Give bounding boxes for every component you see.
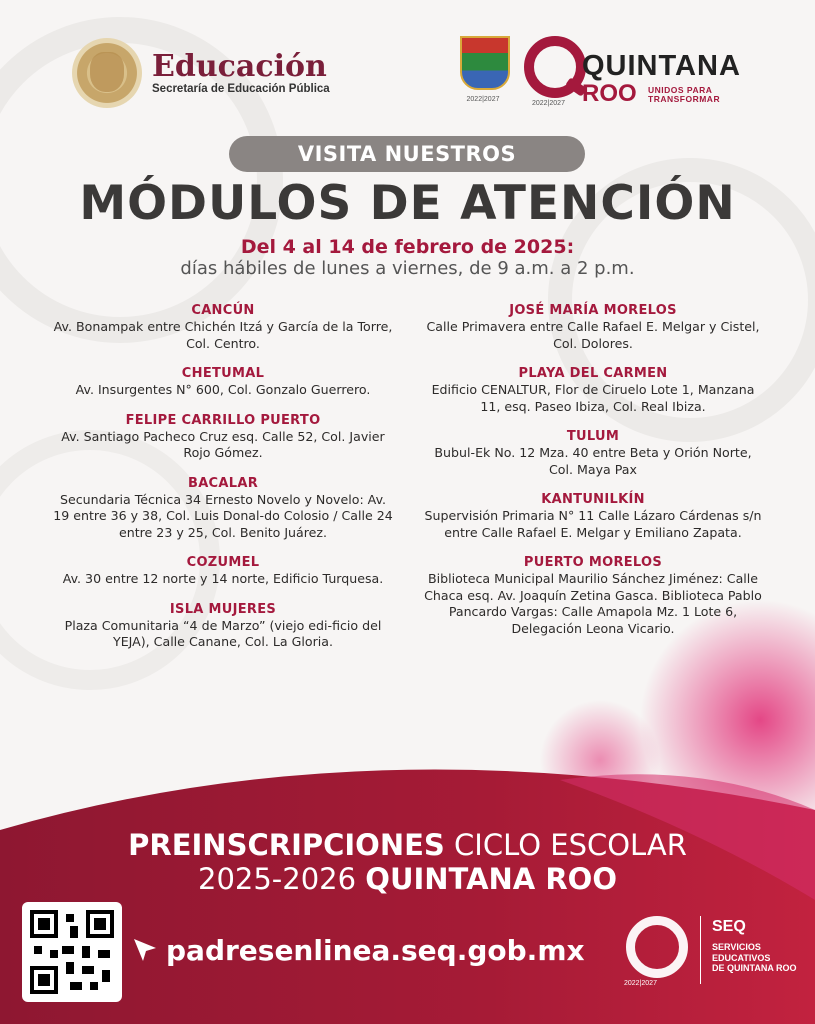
module-city: COZUMEL: [186, 555, 260, 570]
sep-title: Educación: [152, 49, 327, 84]
date-range: Del 4 al 14 de febrero de 2025:: [240, 236, 575, 258]
module-item: [53, 412, 393, 462]
qroo-tagline-2: TRANSFORMAR: [648, 94, 721, 104]
module-city: CANCÚN: [191, 303, 255, 318]
qr-pattern: [22, 902, 122, 1002]
campaign-line-2: [0, 862, 815, 896]
seq-years: 2022|2027: [624, 980, 657, 987]
modules-left-column: [53, 302, 393, 664]
campaign-preinscripciones: PREINSCRIPCIONES: [128, 828, 445, 862]
shield-years: 2022|2027: [466, 96, 500, 103]
module-city: PLAYA DEL CARMEN: [518, 366, 668, 381]
sep-logo: [72, 38, 352, 108]
module-city: FELIPE CARRILLO PUERTO: [125, 412, 321, 428]
module-item: [423, 554, 763, 637]
campaign-ciclo: CICLO ESCOLAR: [444, 828, 687, 862]
website-link[interactable]: [130, 930, 585, 970]
campaign-years: 2025-2026: [198, 862, 366, 896]
module-city: BACALAR: [187, 475, 259, 491]
page-title: MÓDULOS DE ATENCIÓN: [79, 176, 736, 231]
module-item: [53, 475, 393, 542]
business-hours: días hábiles de lunes a viernes, de 9 a.m. a 2 p.m.: [180, 258, 635, 279]
website-url[interactable]: padresenlinea.seq.gob.mx: [166, 933, 585, 967]
module-city: JOSÉ MARÍA MORELOS: [509, 303, 677, 318]
module-item: [423, 491, 763, 541]
module-item: [423, 365, 763, 415]
module-item: [423, 428, 763, 478]
module-address: Av. 30 entre 12 norte y 14 norte, Edificio Turquesa.: [62, 571, 384, 586]
module-city: TULUM: [566, 429, 620, 444]
qroo-name: QUINTANA: [582, 50, 741, 82]
module-address: Av. Bonampak entre Chichén Itzá y García de la Torre, Col. Centro.: [53, 319, 393, 351]
module-item: [423, 302, 763, 352]
qroo-years: 2022|2027: [532, 100, 565, 107]
seq-name-3: DE QUINTANA ROO: [712, 963, 797, 973]
seq-abbr: SEQ: [712, 918, 746, 935]
module-address: Av. Santiago Pacheco Cruz esq. Calle 52, Col. Javier Rojo Gómez.: [61, 428, 385, 460]
module-address: Biblioteca Municipal Maurilio Sánchez Jiménez: Calle Chaca esq. Av. Joaquín Zetina Gasca. Biblioteca Pablo Pancardo Vargas: Calle Amapola Mz. 1 Lote 6, Delegación Leona Vicario.: [424, 571, 762, 636]
qroo-shield-logo: [458, 36, 508, 108]
module-city: ISLA MUJERES: [169, 601, 277, 617]
module-item: [53, 554, 393, 588]
qr-code-icon[interactable]: [22, 902, 122, 1002]
module-address: Calle Primavera entre Calle Rafael E. Melgar y Cistel, Col. Dolores.: [426, 319, 760, 351]
module-item: [53, 302, 393, 352]
seq-name-2: EDUCATIVOS: [712, 952, 771, 963]
seq-ring-icon: [626, 916, 688, 978]
module-address: Bubul-Ek No. 12 Mza. 40 entre Beta y Orión Norte, Col. Maya Pax: [434, 445, 752, 477]
sep-subtitle: Secretaría de Educación Pública: [152, 83, 330, 95]
campaign-line-1: [0, 828, 815, 862]
module-address: Plaza Comunitaria “4 de Marzo” (viejo edi-ficio del YEJA), Calle Canane, Col. La Gloria.: [64, 617, 382, 649]
module-item: [53, 365, 393, 399]
module-city: KANTUNILKÍN: [541, 492, 645, 507]
qroo-tagline: [648, 86, 720, 104]
modules-right-column: [423, 302, 763, 650]
seq-name-1: SERVICIOS: [712, 942, 761, 952]
module-address: Secundaria Técnica 34 Ernesto Novelo y Novelo: Av. 19 entre 36 y 38, Col. Luis Donal-do Colosio / Calle 24 entre 23 y 25, Col. Benito Juárez.: [53, 491, 393, 540]
module-address: Av. Insurgentes N° 600, Col. Gonzalo Guerrero.: [75, 382, 371, 397]
qroo-roo: ROO: [582, 80, 637, 107]
module-address: Edificio CENALTUR, Flor de Ciruelo Lote 1, Manzana 11, esq. Paseo Ibiza, Col. Real Ibiza.: [431, 382, 755, 414]
seq-name: [712, 942, 797, 974]
module-item: [53, 601, 393, 651]
seq-divider: [700, 916, 701, 984]
seq-logo: [622, 912, 802, 992]
sep-seal-icon: [72, 38, 142, 108]
visit-pill: VISITA NUESTROS: [229, 136, 585, 172]
quintana-roo-logo: [524, 36, 754, 112]
module-address: Supervisión Primaria N° 11 Calle Lázaro Cárdenas s/n entre Calle Rafael E. Melgar y Emiliano Zapata.: [424, 508, 762, 540]
campaign-state: QUINTANA ROO: [365, 862, 617, 896]
cursor-icon: [130, 935, 160, 965]
module-city: PUERTO MORELOS: [523, 555, 663, 570]
qroo-shield-icon: [460, 36, 510, 90]
qroo-tagline-1: UNIDOS PARA: [648, 85, 713, 95]
module-city: CHETUMAL: [181, 366, 265, 381]
